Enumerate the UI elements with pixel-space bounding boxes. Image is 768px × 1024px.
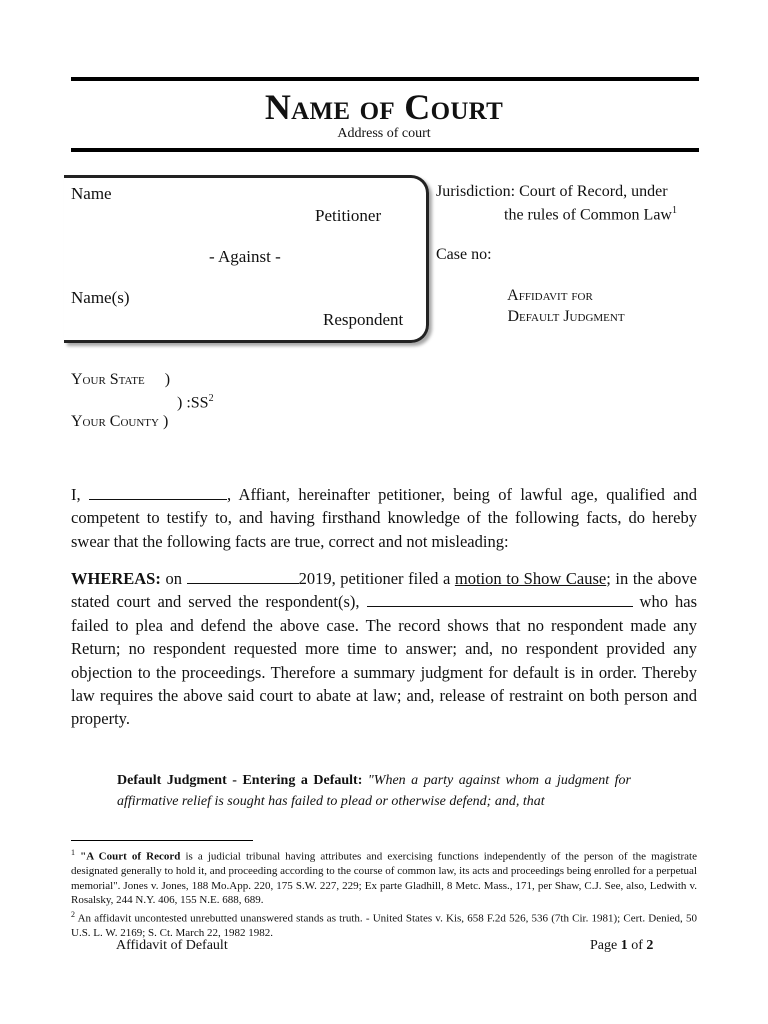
p1-start: I, — [71, 485, 89, 504]
header-bottom-rule — [71, 148, 699, 152]
p2-year: 2019, petitioner filed a — [298, 569, 455, 588]
footnote-ref-2: 2 — [208, 393, 214, 404]
footer-doc-title: Affidavit of Default — [116, 938, 228, 953]
venue-county — [71, 413, 168, 431]
default-judgment-quote — [117, 770, 631, 812]
whereas-label: WHEREAS: — [71, 569, 161, 588]
date-blank[interactable] — [187, 569, 299, 584]
document-title-line2: Default Judgment — [507, 308, 625, 325]
footnote-1-bold: "A Court of Record — [80, 850, 181, 863]
header-top-rule — [71, 77, 699, 81]
court-name: Name of Court — [264, 87, 504, 127]
quote-text: "When a party against whom a judgment for affirmative relief is sought has failed to plead or otherwise defend; and, that — [117, 773, 631, 809]
venue-state — [71, 371, 170, 389]
venue-county-text: Your County — [71, 413, 159, 430]
footnote-1-mark: 1 — [71, 848, 75, 857]
jurisdiction-line1: Jurisdiction: Court of Record, under — [436, 183, 668, 200]
against-label: - Against - — [209, 247, 281, 266]
respondent-blank[interactable] — [367, 592, 633, 607]
respondent-role: Respondent — [323, 310, 404, 329]
footnote-1-text: is a judicial tribunal having attributes and exercising functions independently of the person of the magistrate designated generally to hold it, and proceeding according to the course of common law, its acts and proceedings being enrolled for a perpetual memorial". Jones v. Jones, 188 Mo.App. 220, 175 S.W. 227, 229; Ex parte Gladhill, 8 Metc. Mass., 171, per Shaw, C.J. See, also, Ledwith v. Rosalsky, 244 N.Y. 406, 155 N.E. 688, 689. — [71, 850, 697, 907]
page-current: 1 — [620, 938, 628, 953]
petitioner-name: Name — [71, 184, 112, 203]
affiant-paragraph — [71, 483, 697, 553]
whereas-paragraph — [71, 567, 697, 731]
venue-ss — [177, 393, 214, 412]
page-of: of — [627, 938, 647, 953]
footnote-2-mark: 2 — [71, 909, 75, 919]
page-total: 2 — [646, 938, 654, 953]
footnote-ref-1: 1 — [671, 205, 677, 216]
document-title-line1: Affidavit for — [507, 287, 593, 304]
footnotes — [71, 846, 697, 940]
case-no-label: Case no: — [436, 246, 492, 263]
venue-ss-text: ) :SS — [177, 394, 209, 412]
petitioner-role: Petitioner — [315, 206, 382, 225]
p2-on: on — [160, 569, 187, 588]
page-number — [590, 938, 653, 954]
footnote-separator — [71, 840, 253, 841]
p2-rest: who has failed to plea and defend the above case. The record shows that no respondent made any Return; no respondent requested more time to answer; and, no respondent provided any objection to the proceedings. Therefore a summary judgment for default is in order. Thereby law requires the above said court to abate at law; and, release of restraint on both person and property. — [71, 592, 697, 729]
quote-label: Default Judgment - Entering a Default: — [117, 773, 363, 788]
page-label: Page — [590, 938, 621, 953]
venue-state-text: Your State — [71, 371, 145, 388]
footnote-1 — [71, 846, 697, 908]
footnote-2-text: An affidavit uncontested unrebutted unanswered stands as truth. - United States v. Kis, 658 F.2d 526, 536 (7th Cir. 1981); Cert. Denied, 50 U.S. L. W. 2169; S. Ct. March 22, 1982 1982. — [71, 912, 697, 939]
respondent-name: Name(s) — [71, 288, 130, 307]
footnote-2 — [71, 908, 697, 941]
jurisdiction-line2 — [504, 205, 677, 224]
jurisdiction-line2-text: the rules of Common Law — [504, 206, 672, 224]
venue-state-paren: ) — [164, 371, 171, 388]
p1-rest: , Affiant, hereinafter petitioner, being of lawful age, qualified and competent to testify to, and having firsthand knowledge of the following facts, do hereby swear that the following facts are true, correct and not misleading: — [71, 485, 698, 551]
venue-county-paren: ) — [162, 413, 169, 430]
motion-link: motion to Show Cause — [454, 569, 607, 588]
court-address: Address of court — [337, 126, 431, 141]
affiant-name-blank[interactable] — [89, 485, 227, 500]
p2-mid: ; in the above stated court and served the respondent(s), — [71, 569, 697, 612]
